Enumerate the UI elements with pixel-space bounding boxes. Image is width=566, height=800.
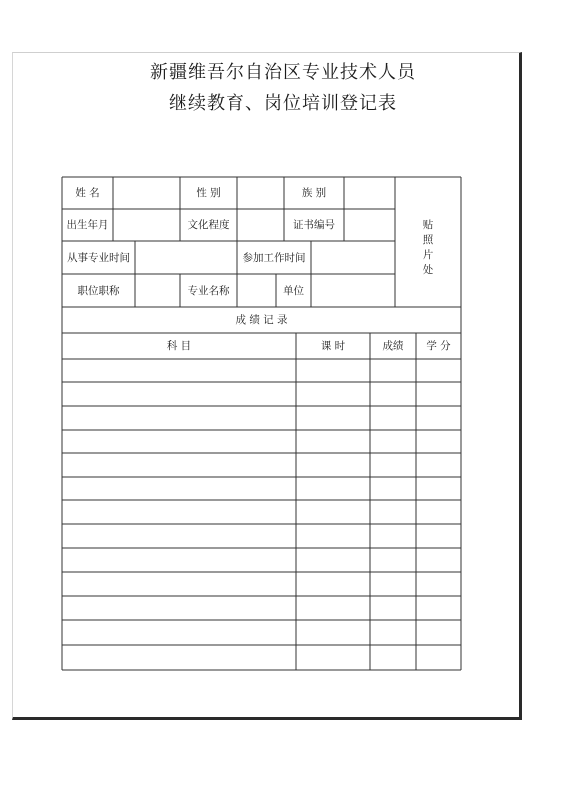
label-work-time: 参加工作时间 (242, 252, 306, 264)
label-education: 文化程度 (187, 219, 230, 231)
label-cert-no: 证书编号 (293, 219, 335, 231)
label-name: 姓 名 (75, 187, 100, 199)
label-pro-time: 从事专业时间 (67, 252, 130, 264)
photo-char: 处 (422, 264, 434, 276)
label-gender: 性 别 (196, 187, 221, 199)
photo-char: 片 (422, 249, 434, 261)
photo-char: 照 (422, 234, 434, 246)
photo-char: 贴 (422, 219, 434, 231)
column-credit: 学 分 (426, 340, 451, 352)
label-unit: 单位 (283, 285, 304, 297)
form-title-line2: 继续教育、岗位培训登记表 (169, 93, 397, 114)
form-title-line1: 新疆维吾尔自治区专业技术人员 (150, 62, 416, 83)
records-caption: 成 绩 记 录 (235, 314, 288, 326)
label-major: 专业名称 (187, 285, 230, 297)
column-score: 成绩 (382, 340, 404, 352)
photo-area (395, 218, 461, 278)
label-title-rank: 职位职称 (77, 285, 120, 297)
column-hours: 课 时 (320, 340, 346, 352)
column-subject: 科 目 (166, 340, 192, 352)
label-birth: 出生年月 (66, 219, 109, 231)
label-ethnicity: 族 别 (301, 187, 327, 199)
